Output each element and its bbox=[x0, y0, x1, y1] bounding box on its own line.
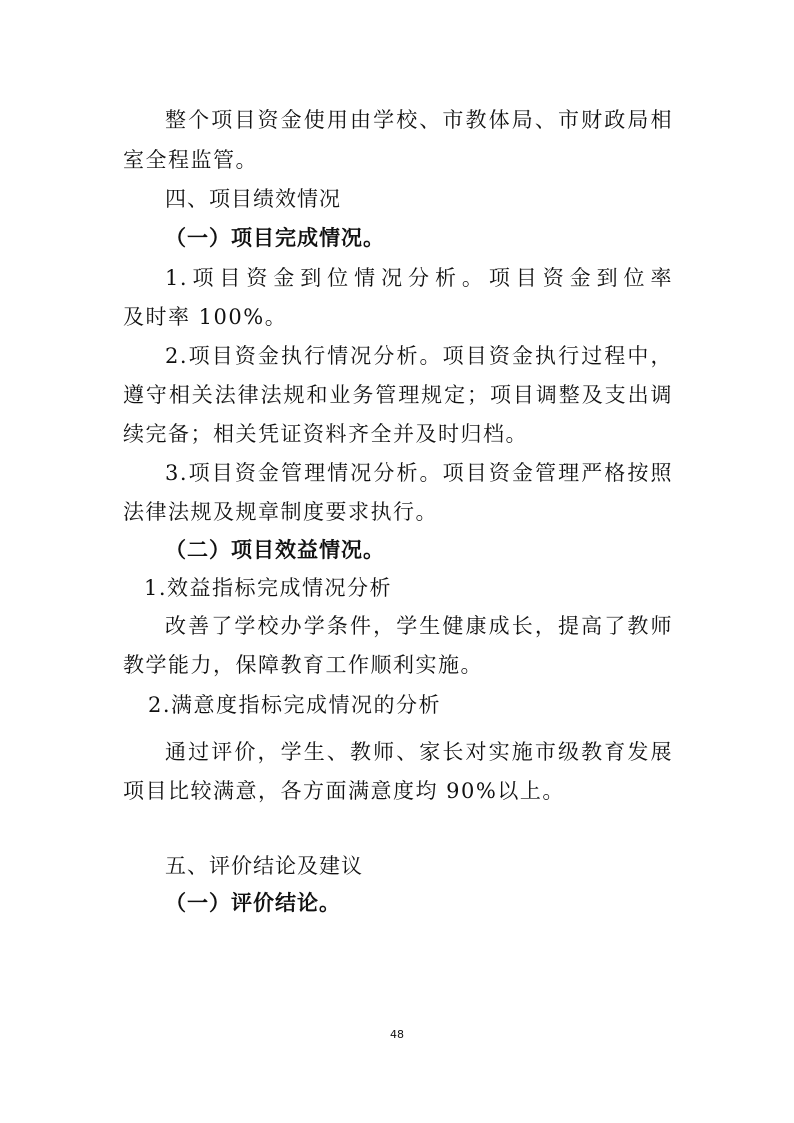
paragraph-line-8: 3.项目资金管理情况分析。项目资金管理严格按照 bbox=[165, 461, 673, 485]
section-heading-4: 四、项目绩效情况 bbox=[165, 187, 341, 211]
paragraph-line-7: 续完备；相关凭证资料齐全并及时归档。 bbox=[123, 422, 528, 446]
paragraph-line-11: 改善了学校办学条件，学生健康成长，提高了教师 bbox=[165, 614, 673, 638]
paragraph-line-1: 整个项目资金使用由学校、市教体局、市财政局相 bbox=[165, 108, 673, 132]
paragraph-line-13: 2.满意度指标完成情况的分析 bbox=[148, 693, 442, 717]
paragraph-line-14: 通过评价，学生、教师、家长对实施市级教育发展 bbox=[165, 740, 673, 764]
paragraph-line-6: 遵守相关法律法规和业务管理规定；项目调整及支出调 bbox=[123, 383, 673, 407]
paragraph-line-12: 教学能力，保障教育工作顺利实施。 bbox=[123, 653, 483, 677]
section-heading-5: 五、评价结论及建议 bbox=[165, 854, 363, 878]
paragraph-line-5: 2.项目资金执行情况分析。项目资金执行过程中， bbox=[165, 344, 673, 368]
paragraph-line-9: 法律法规及规章制度要求执行。 bbox=[123, 500, 438, 524]
paragraph-line-3: 1.项目资金到位情况分析。项目资金到位率 bbox=[165, 266, 673, 290]
subsection-heading-4-2: （二）项目效益情况。 bbox=[165, 538, 385, 562]
page-number: 48 bbox=[390, 1028, 404, 1041]
paragraph-line-15: 项目比较满意，各方面满意度均 90%以上。 bbox=[123, 779, 565, 803]
paragraph-line-4: 及时率 100%。 bbox=[123, 305, 288, 329]
paragraph-line-2: 室全程监管。 bbox=[123, 148, 258, 172]
subsection-heading-4-1: （一）项目完成情况。 bbox=[165, 226, 385, 250]
paragraph-line-10: 1.效益指标完成情况分析 bbox=[144, 576, 393, 600]
subsection-heading-5-1: （一）评价结论。 bbox=[165, 891, 341, 915]
